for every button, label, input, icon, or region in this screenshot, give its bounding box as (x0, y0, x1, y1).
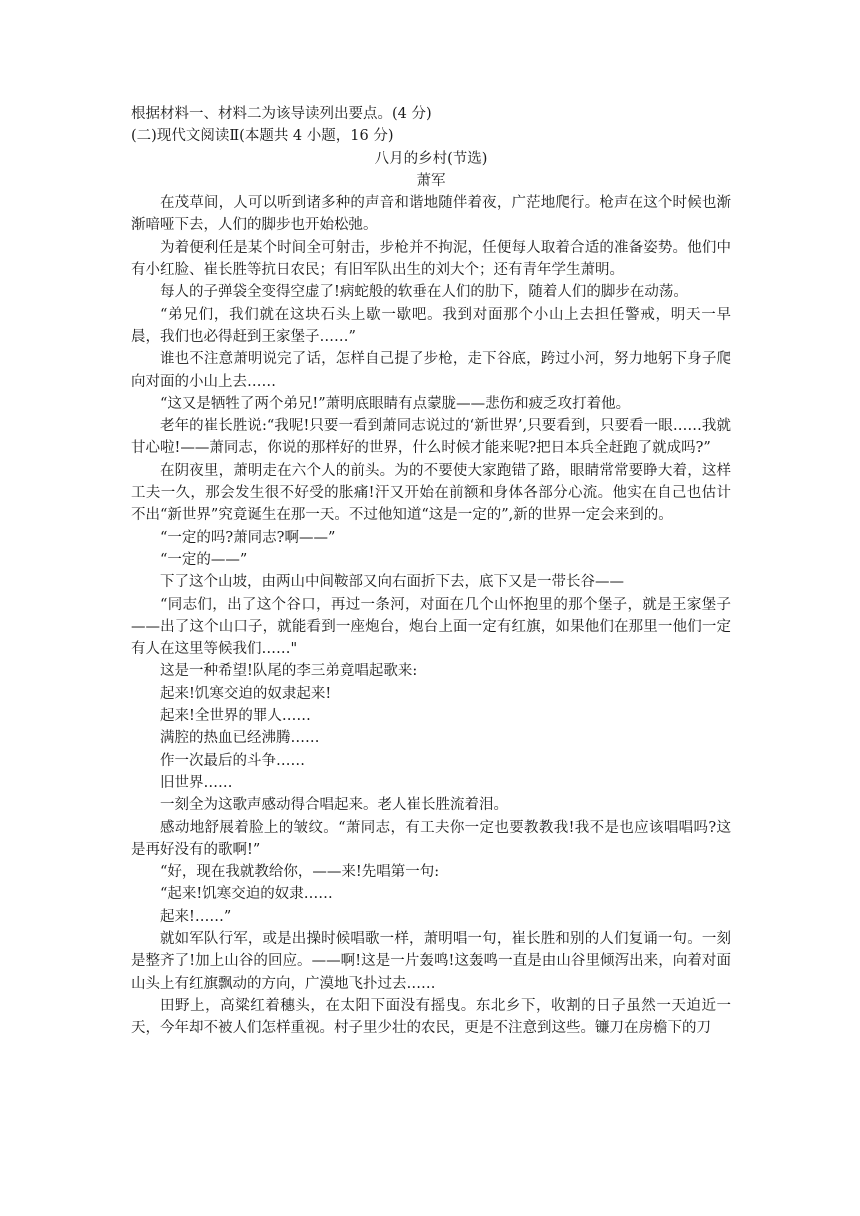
paragraph: 为着便利任是某个时间全可射击，步枪并不拘泥，任便每人取着合适的准备姿势。他们中有小红脸、崔长胜等抗日农民；有旧军队出生的刘大个；还有青年学生萧明。 (131, 239, 731, 279)
song-line: 作一次最后的斗争…… (160, 752, 305, 769)
song-line: 起来!饥寒交迫的奴隶起来! (160, 685, 332, 702)
paragraph: 这是一种希望!队尾的李三弟竟唱起歌来: (160, 663, 418, 680)
paragraph: “一定的吗?萧同志?啊——” (160, 529, 336, 546)
paragraph: “起来!饥寒交迫的奴隶…… (160, 886, 333, 903)
paragraph: “弟兄们，我们就在这块石头上歇一歇吧。我到对面那个小山上去担任警戒，明天一早晨，我们也必得赶到王家堡子……” (131, 306, 731, 345)
article-author: 萧军 (416, 172, 446, 189)
paragraph: 就如军队行军，或是出操时候唱歌一样，萧明唱一句，崔长胜和别的人们复诵一句。一刻是整齐了!加上山谷的回应。——啊!这是一片轰鸣!这轰鸣一直是由山谷里倾泻出来，向着对面山头上有红旗飘动的方向，广漠地飞扑过去…… (131, 930, 731, 992)
paragraph: 一刻全为这歌声感动得合唱起来。老人崔长胜流着泪。 (160, 797, 508, 814)
document-page (131, 103, 731, 1039)
paragraph: 在茂草间，人可以听到诸多种的声音和谐地随伴着夜，广茫地爬行。枪声在这个时候也渐渐喑哑下去，人们的脚步也开始松弛。 (131, 195, 731, 234)
paragraph: 谁也不注意萧明说完了话，怎样自己提了步枪，走下谷底，跨过小河，努力地躬下身子爬向对面的小山上去…… (131, 351, 731, 390)
paragraph: 在阴夜里，萧明走在六个人的前头。为的不要使大家跑错了路，眼睛常常要睁大着，这样工夫一久，那会发生很不好受的胀痛!汗又开始在前额和身体各部分心流。他实在自己也估计不出“新世界”究竟诞生在那一天。不过他知道“这是一定的”,新的世界一定会来到的。 (131, 462, 731, 524)
paragraph: “同志们，出了这个谷口，再过一条河，对面在几个山怀抱里的那个堡子，就是王家堡子——出了这个山口子，就能看到一座炮台，炮台上面一定有红旗，如果他们在那里一他们一定有人在这里等候我们……" (131, 596, 731, 658)
song-line: 起来!……” (160, 908, 232, 925)
paragraph: 每人的子弹袋全变得空虚了!病蛇般的软垂在人们的肋下，随着人们的脚步在动荡。 (160, 284, 688, 301)
paragraph: 老年的崔长胜说:“我呢!只要一看到萧同志说过的‘新世界’,只要看到，只要看一眼……我就甘心啦!——萧同志，你说的那样好的世界，什么时候才能来呢?把日本兵全赶跑了就成吗?” (131, 418, 731, 457)
section-heading: (二)现代文阅读Ⅱ(本题共 4 小题，16 分) (131, 128, 394, 145)
paragraph: 下了这个山坡，由两山中间鞍部又向右面折下去，底下又是一带长谷—— (160, 574, 624, 591)
article-title: 八月的乡村(节选) (374, 150, 488, 167)
paragraph: “好，现在我就教给你，——来!先唱第一句: (160, 864, 440, 881)
song-line: 旧世界…… (160, 774, 233, 791)
paragraph: 感动地舒展着脸上的皱纹。“萧同志，有工夫你一定也要教教我!我不是也应该唱唱吗?这是再好没有的歌啊!” (131, 819, 731, 858)
paragraph: “一定的——” (160, 551, 248, 568)
song-line: 满腔的热血已经沸腾…… (160, 730, 320, 747)
song-line: 起来!全世界的罪人…… (160, 708, 311, 725)
paragraph: “这又是牺牲了两个弟兄!”萧明底眼睛有点蒙胧——悲伤和疲乏攻打着他。 (160, 395, 631, 412)
intro-question: 根据材料一、材料二为该导读列出要点。(4 分) (131, 106, 432, 122)
paragraph: 田野上，高粱红着穗头，在太阳下面没有摇曳。东北乡下，收割的日子虽然一天迫近一天，今年却不被人们怎样重视。村子里少壮的农民，更是不注意到这些。镰刀在房檐下的刀 (131, 997, 731, 1037)
